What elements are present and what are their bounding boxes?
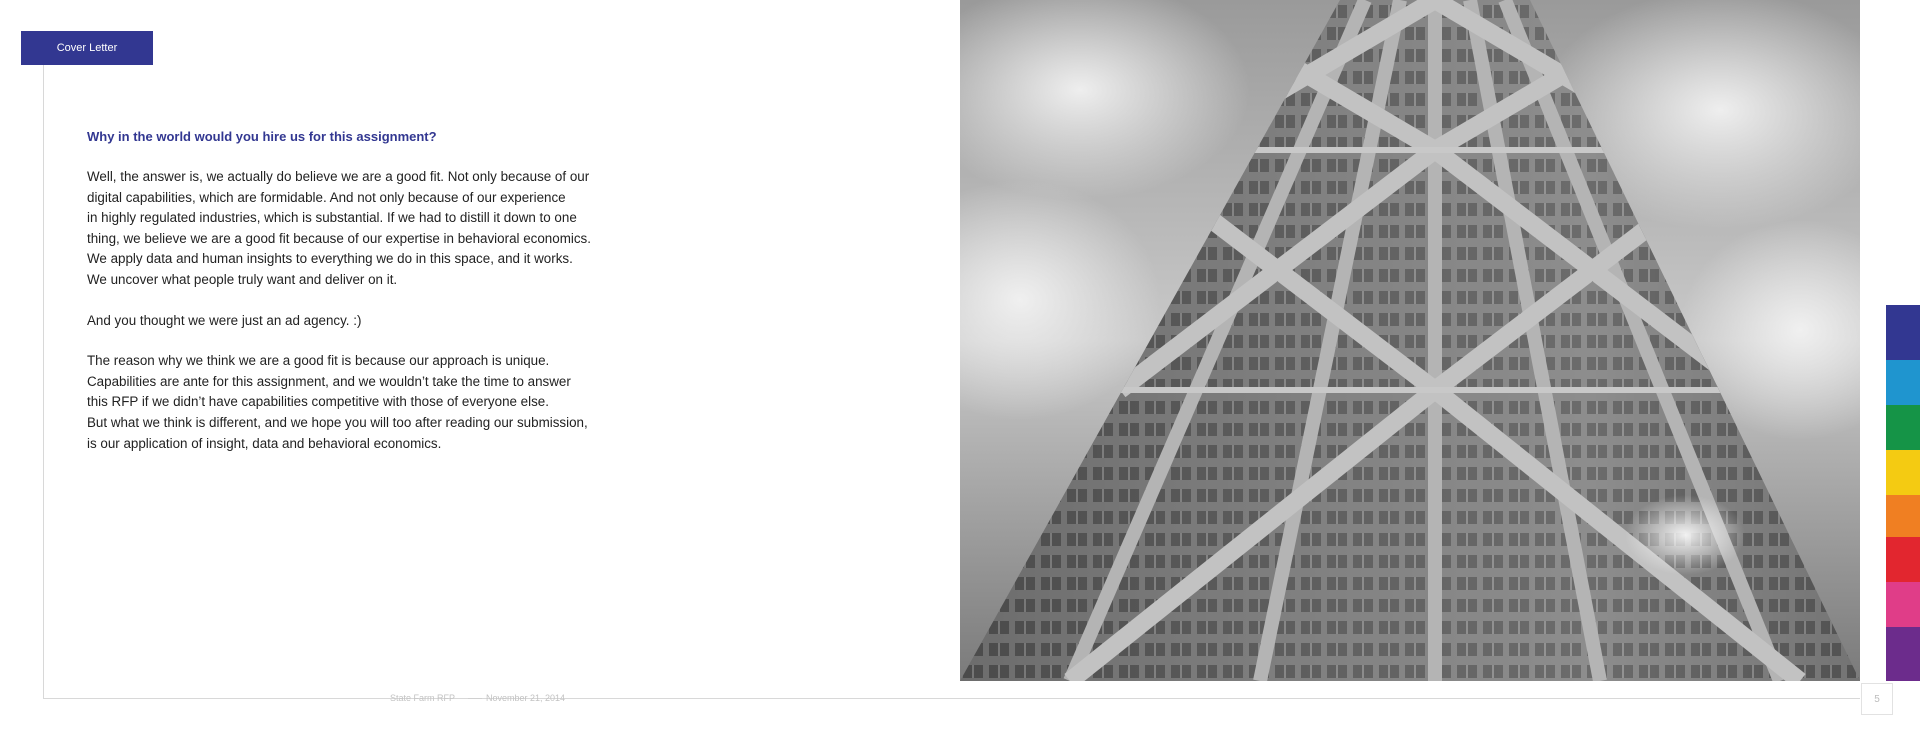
paragraph-line: in highly regulated industries, which is substantial. If we had to distill it down to one xyxy=(87,210,577,226)
section-tab-1[interactable] xyxy=(1886,305,1920,360)
paragraph-line: Capabilities are ante for this assignment, and we wouldn’t take the time to answer xyxy=(87,373,571,389)
page-frame-left-rule xyxy=(43,64,44,698)
letter-heading: Why in the world would you hire us for this assignment? xyxy=(87,129,437,144)
skyscraper-photo xyxy=(960,0,1860,681)
section-tab-2[interactable] xyxy=(1886,360,1920,405)
page-number xyxy=(1861,683,1893,715)
paragraph-line: The reason why we think we are a good fit is because our approach is unique. xyxy=(87,353,550,369)
section-label-cover-letter[interactable] xyxy=(21,31,153,65)
section-tab-5[interactable] xyxy=(1886,495,1920,537)
page-number-text: 5 xyxy=(1874,693,1880,705)
section-tab-6[interactable] xyxy=(1886,537,1920,582)
section-tab-3[interactable] xyxy=(1886,405,1920,450)
paragraph-line: is our application of insight, data and behavioral economics. xyxy=(87,435,442,451)
paragraph-line: And you thought we were just an ad agency. :) xyxy=(87,312,362,328)
letter-paragraph-2 xyxy=(87,311,707,332)
footer-date: November 21, 2014 xyxy=(486,693,566,703)
section-label-text: Cover Letter xyxy=(56,42,118,54)
section-tab-4[interactable] xyxy=(1886,450,1920,495)
letter-paragraph-3 xyxy=(87,351,707,454)
paragraph-line: thing, we believe we are a good fit because of our expertise in behavioral economics. xyxy=(87,230,591,246)
footer-client-name: State Farm RFP xyxy=(390,693,456,703)
paragraph-line: digital capabilities, which are formidable. And not only because of our experience xyxy=(87,189,566,205)
paragraph-line: this RFP if we didn’t have capabilities competitive with those of everyone else. xyxy=(87,394,549,410)
paragraph-line: Well, the answer is, we actually do believe we are a good fit. Not only because of our xyxy=(87,169,590,184)
paragraph-line: But what we think is different, and we hope you will too after reading our submission, xyxy=(87,414,588,430)
section-tab-8[interactable] xyxy=(1886,627,1920,681)
letter-body xyxy=(87,127,707,474)
footer-separator xyxy=(468,698,482,699)
page-frame-bottom-rule xyxy=(43,698,1860,699)
paragraph-line: We apply data and human insights to everything we do in this space, and it works. xyxy=(87,251,573,267)
section-tab-7[interactable] xyxy=(1886,582,1920,627)
letter-paragraph-1 xyxy=(87,167,707,291)
paragraph-line: We uncover what people truly want and deliver on it. xyxy=(87,271,398,287)
